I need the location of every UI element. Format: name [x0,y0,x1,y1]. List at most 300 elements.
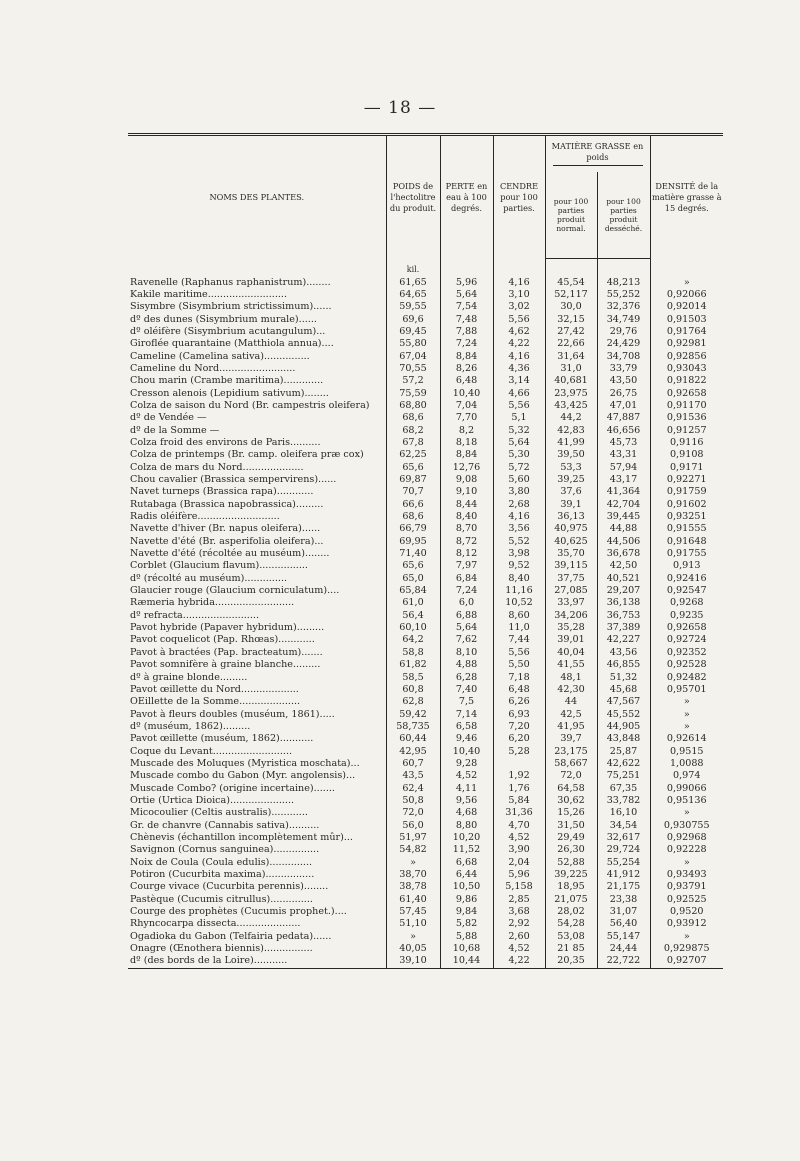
hectolitre-weight-cell: 69,87 [386,474,440,486]
density-cell: 0,92547 [650,585,723,597]
header-fat-divider [553,165,643,166]
table-row [128,894,723,906]
hectolitre-weight-cell: 57,45 [386,906,440,918]
hectolitre-weight-cell: 50,8 [386,795,440,807]
density-cell: 0,93043 [650,363,723,375]
table-row [128,881,723,893]
water-loss-cell: 8,44 [440,499,493,511]
fat-dried-cell: 42,704 [597,499,650,511]
table-row [128,869,723,881]
water-loss-cell: 10,20 [440,832,493,844]
fat-normal-cell: 45,54 [545,277,597,289]
plant-name-cell: dº de la Somme — [130,424,220,436]
ash-cell: 6,26 [493,696,545,708]
fat-dried-cell: 16,10 [597,807,650,819]
fat-dried-cell: 42,622 [597,758,650,770]
plant-name-cell: dº (récolté au muséum).............. [130,572,288,584]
water-loss-cell: 9,28 [440,758,493,770]
fat-normal-cell: 31,0 [545,363,597,375]
fat-dried-cell: 47,01 [597,400,650,412]
density-cell: 0,92981 [650,338,723,350]
plant-name-cell: Sisymbre (Sisymbrium strictissimum)...... [130,301,332,313]
fat-normal-cell: 35,70 [545,548,597,560]
table-row [128,783,723,795]
water-loss-cell: 8,18 [440,437,493,449]
fat-normal-cell: 20,35 [545,955,597,968]
fat-normal-cell: 64,58 [545,783,597,795]
density-cell: 0,91536 [650,412,723,424]
header-plant-names: NOMS DES PLANTES. [128,135,386,259]
ash-cell: 5,72 [493,462,545,474]
ash-cell: 6,20 [493,733,545,745]
ash-cell: 4,16 [493,277,545,289]
fat-dried-cell: 39,445 [597,511,650,523]
table-row [128,437,723,449]
water-loss-cell: 10,40 [440,746,493,758]
fat-dried-cell: 55,254 [597,857,650,869]
plant-name-cell: Colza de printemps (Br. camp. oleifera præ cox) [130,449,364,461]
water-loss-cell: 7,40 [440,684,493,696]
fat-normal-cell: 39,50 [545,449,597,461]
table-row [128,943,723,955]
ash-cell: 2,04 [493,857,545,869]
water-loss-cell: 7,24 [440,338,493,350]
table-row [128,844,723,856]
fat-dried-cell: 75,251 [597,770,650,782]
plant-name-cell: Ræmeria hybrida.......................... [130,597,295,609]
hectolitre-weight-cell: 62,25 [386,449,440,461]
density-cell: 0,92482 [650,672,723,684]
fat-dried-cell: 36,678 [597,548,650,560]
header-fat-content [545,135,650,173]
table-row [128,363,723,375]
ash-cell: 5,64 [493,437,545,449]
density-cell: 0,9116 [650,437,723,449]
table-row [128,758,723,770]
density-cell: 0,99066 [650,783,723,795]
hectolitre-weight-cell: 65,84 [386,585,440,597]
plant-name-cell: Colza de saison du Nord (Br. campestris oleifera) [130,399,370,411]
hectolitre-weight-cell: 51,97 [386,832,440,844]
density-cell: 0,9171 [650,462,723,474]
fat-dried-cell: 45,73 [597,437,650,449]
water-loss-cell: 9,46 [440,733,493,745]
table-row [128,696,723,708]
plant-name-cell: dº (muséum, 1862)......... [130,720,251,732]
ash-cell: 2,60 [493,931,545,943]
water-loss-cell: 8,80 [440,820,493,832]
hectolitre-weight-cell: 38,70 [386,869,440,881]
hectolitre-weight-cell: 43,5 [386,770,440,782]
plant-name-cell: OEillette de la Somme.................... [130,696,301,708]
hectolitre-weight-cell: 64,2 [386,634,440,646]
header-density: DENSITÉ de la matière grasse à 15 degrés. [650,135,723,259]
fat-normal-cell: 39,01 [545,634,597,646]
hectolitre-weight-cell: 51,10 [386,918,440,930]
plant-name-cell: Colza froid des environs de Paris.......... [130,436,321,448]
ash-cell: 5,158 [493,881,545,893]
fat-dried-cell: 47,567 [597,696,650,708]
plant-name-cell: dº à graine blonde......... [130,671,248,683]
hectolitre-weight-cell: 67,8 [386,437,440,449]
density-cell: 0,92724 [650,634,723,646]
hectolitre-weight-cell: 60,7 [386,758,440,770]
fat-dried-cell: 22,722 [597,955,650,968]
fat-dried-cell: 42,50 [597,560,650,572]
density-cell: 0,93912 [650,918,723,930]
hectolitre-weight-cell: 70,7 [386,486,440,498]
water-loss-cell: 9,08 [440,474,493,486]
plant-name-cell: Corblet (Glaucium flavum)................ [130,560,308,572]
water-loss-cell: 6,84 [440,573,493,585]
hectolitre-weight-cell: 60,8 [386,684,440,696]
table-row [128,523,723,535]
plant-name-cell: dº des dunes (Sisymbrium murale)...... [130,313,317,325]
density-cell: 0,91170 [650,400,723,412]
water-loss-cell: 6,0 [440,597,493,609]
density-cell: 0,974 [650,770,723,782]
fat-dried-cell: 32,376 [597,301,650,313]
fat-normal-cell: 30,62 [545,795,597,807]
table-row [128,931,723,943]
page-number: — 18 — [363,98,437,118]
fat-dried-cell: 33,79 [597,363,650,375]
density-cell: 0,91755 [650,548,723,560]
ash-cell: 2,85 [493,894,545,906]
density-cell: 0,9108 [650,449,723,461]
hectolitre-weight-cell: 64,65 [386,289,440,301]
fat-dried-cell: 23,38 [597,894,650,906]
water-loss-cell: 7,48 [440,314,493,326]
hectolitre-weight-cell: 65,6 [386,462,440,474]
hectolitre-weight-cell: 40,05 [386,943,440,955]
ash-cell: 7,18 [493,672,545,684]
ash-cell: 8,40 [493,573,545,585]
density-cell: 0,92707 [650,955,723,968]
ash-cell: 5,50 [493,659,545,671]
water-loss-cell: 7,70 [440,412,493,424]
water-loss-cell: 10,50 [440,881,493,893]
fat-normal-cell: 39,25 [545,474,597,486]
fat-normal-cell: 35,28 [545,622,597,634]
ash-cell: 4,52 [493,832,545,844]
ash-cell: 4,16 [493,511,545,523]
table-row [128,647,723,659]
plant-name-cell: Cameline (Camelina sativa)............... [130,350,310,362]
table-row [128,449,723,461]
hectolitre-weight-cell: 54,82 [386,844,440,856]
water-loss-cell: 7,97 [440,560,493,572]
density-cell: 0,92528 [650,659,723,671]
water-loss-cell: 7,14 [440,709,493,721]
plant-name-cell: Colza de mars du Nord.................... [130,461,304,473]
plant-name-cell: Cresson alenois (Lepidium sativum)........ [130,387,329,399]
fat-dried-cell: 46,855 [597,659,650,671]
oil-plants-table [128,133,723,969]
density-cell: » [650,709,723,721]
plant-name-cell: Potiron (Cucurbita maxima)................ [130,869,315,880]
hectolitre-weight-cell: 61,40 [386,894,440,906]
hectolitre-weight-cell: 62,4 [386,783,440,795]
fat-dried-cell: 45,68 [597,684,650,696]
water-loss-cell: 6,28 [440,672,493,684]
ash-cell: 1,92 [493,770,545,782]
water-loss-cell: 4,88 [440,659,493,671]
fat-normal-cell: 40,625 [545,536,597,548]
table-row [128,770,723,782]
fat-normal-cell: 54,28 [545,918,597,930]
water-loss-cell: 8,2 [440,425,493,437]
fat-dried-cell: 37,389 [597,622,650,634]
table-row [128,536,723,548]
fat-dried-cell: 43,56 [597,647,650,659]
table-row [128,820,723,832]
table-row [128,499,723,511]
hectolitre-weight-cell: 60,44 [386,733,440,745]
fat-dried-cell: 67,35 [597,783,650,795]
ash-cell: 4,70 [493,820,545,832]
table-row [128,832,723,844]
fat-dried-cell: 34,749 [597,314,650,326]
table-row [128,548,723,560]
fat-normal-cell: 42,30 [545,684,597,696]
table-row [128,672,723,684]
fat-dried-cell: 32,617 [597,832,650,844]
plant-name-cell: Micocoulier (Celtis australis)............ [130,807,308,819]
hectolitre-weight-cell: 70,55 [386,363,440,375]
hectolitre-weight-cell: 71,40 [386,548,440,560]
ash-cell: 5,1 [493,412,545,424]
fat-dried-cell: 36,138 [597,597,650,609]
fat-dried-cell: 45,552 [597,709,650,721]
fat-normal-cell: 21,075 [545,894,597,906]
fat-normal-cell: 23,975 [545,388,597,400]
density-cell: 0,930755 [650,820,723,832]
ash-cell: 31,36 [493,807,545,819]
water-loss-cell: 11,52 [440,844,493,856]
ash-cell: 7,44 [493,634,545,646]
hectolitre-weight-cell: 68,2 [386,425,440,437]
fat-normal-cell: 72,0 [545,770,597,782]
table-row [128,795,723,807]
hectolitre-weight-cell: 61,65 [386,277,440,289]
table-row [128,388,723,400]
ash-cell: 4,22 [493,338,545,350]
ash-cell: 11,16 [493,585,545,597]
density-cell: » [650,931,723,943]
water-loss-cell: 10,40 [440,388,493,400]
fat-dried-cell: 55,252 [597,289,650,301]
density-cell: 1,0088 [650,758,723,770]
water-loss-cell: 10,44 [440,955,493,968]
ash-cell: 3,90 [493,844,545,856]
hectolitre-weight-cell: 61,82 [386,659,440,671]
density-cell: 0,92856 [650,351,723,363]
fat-dried-cell: 44,905 [597,721,650,733]
ash-cell: 3,80 [493,486,545,498]
ash-cell: 7,20 [493,721,545,733]
table-row [128,573,723,585]
ash-cell: 5,84 [493,795,545,807]
fat-normal-cell: 42,5 [545,709,597,721]
ash-cell: 1,76 [493,783,545,795]
hectolitre-weight-cell: 58,735 [386,721,440,733]
header-fat-dried: pour 100 parties produit desséché. [597,172,650,258]
table-row [128,857,723,869]
water-loss-cell: 8,12 [440,548,493,560]
plant-name-cell: Kakile maritime.......................... [130,288,288,300]
plant-name-cell: Courge des prophètes (Cucumis prophet.).... [130,906,347,918]
density-cell: 0,92066 [650,289,723,301]
table-row [128,326,723,338]
density-cell: 0,91764 [650,326,723,338]
plant-name-cell: Cameline du Nord......................... [130,362,296,374]
table-row [128,955,723,968]
water-loss-cell: 7,88 [440,326,493,338]
fat-dried-cell: 42,227 [597,634,650,646]
density-cell: 0,92658 [650,622,723,634]
ash-cell: 5,56 [493,400,545,412]
ash-cell: 5,52 [493,536,545,548]
hectolitre-weight-cell: 65,6 [386,560,440,572]
hectolitre-weight-cell: 61,0 [386,597,440,609]
fat-normal-cell: 28,02 [545,906,597,918]
table-row [128,462,723,474]
density-cell: 0,93493 [650,869,723,881]
hectolitre-weight-cell: 42,95 [386,746,440,758]
fat-dried-cell: 21,175 [597,881,650,893]
ash-cell: 5,56 [493,314,545,326]
table-row [128,474,723,486]
fat-normal-cell: 42,83 [545,425,597,437]
table-row [128,412,723,424]
table-row [128,585,723,597]
fat-dried-cell: 43,50 [597,375,650,387]
ash-cell: 6,93 [493,709,545,721]
hectolitre-weight-cell: 62,8 [386,696,440,708]
ash-cell: 5,60 [493,474,545,486]
plant-name-cell: Pavot œillette (muséum, 1862)........... [130,733,314,745]
fat-dried-cell: 44,88 [597,523,650,535]
ash-cell: 3,68 [493,906,545,918]
ash-cell: 2,92 [493,918,545,930]
table-row [128,511,723,523]
fat-normal-cell: 44,2 [545,412,597,424]
water-loss-cell: 8,10 [440,647,493,659]
table-row [128,277,723,289]
water-loss-cell: 7,24 [440,585,493,597]
ash-cell: 9,52 [493,560,545,572]
density-cell: » [650,721,723,733]
table-row [128,289,723,301]
table-row [128,634,723,646]
fat-normal-cell: 23,175 [545,746,597,758]
plant-name-cell: Rutabaga (Brassica napobrassica)......... [130,498,324,510]
fat-dried-cell: 57,94 [597,462,650,474]
table-row [128,622,723,634]
ash-cell: 4,62 [493,326,545,338]
hectolitre-weight-cell: 57,2 [386,375,440,387]
water-loss-cell: 8,72 [440,536,493,548]
ash-cell: 11,0 [493,622,545,634]
hectolitre-weight-cell: 38,78 [386,881,440,893]
fat-dried-cell: 43,848 [597,733,650,745]
table-row [128,351,723,363]
water-loss-cell: 9,56 [440,795,493,807]
density-cell: 0,9268 [650,597,723,609]
water-loss-cell: 9,84 [440,906,493,918]
fat-normal-cell: 31,50 [545,820,597,832]
water-loss-cell: 6,88 [440,610,493,622]
fat-normal-cell: 40,681 [545,375,597,387]
water-loss-cell: 6,44 [440,869,493,881]
ash-cell: 5,30 [493,449,545,461]
header-fat-normal: pour 100 parties produit normal. [545,172,597,258]
density-cell: » [650,696,723,708]
table-row [128,610,723,622]
fat-normal-cell: 58,667 [545,758,597,770]
fat-normal-cell: 39,115 [545,560,597,572]
density-cell: 0,91555 [650,523,723,535]
density-cell: » [650,807,723,819]
water-loss-cell: 8,40 [440,511,493,523]
water-loss-cell: 5,88 [440,931,493,943]
fat-normal-cell: 40,975 [545,523,597,535]
density-cell: 0,95701 [650,684,723,696]
fat-normal-cell: 39,1 [545,499,597,511]
fat-normal-cell: 39,225 [545,869,597,881]
water-loss-cell: 9,86 [440,894,493,906]
ash-cell: 4,66 [493,388,545,400]
fat-normal-cell: 34,206 [545,610,597,622]
plant-name-cell: Pavot coquelicot (Pap. Rhœas)............ [130,634,315,646]
table-row [128,733,723,745]
plant-name-cell: Pastèque (Cucumis citrullus).............. [130,893,313,905]
plant-name-cell: Navet turneps (Brassica rapa)............ [130,486,314,498]
fat-dried-cell: 36,753 [597,610,650,622]
fat-normal-cell: 32,15 [545,314,597,326]
water-loss-cell: 10,68 [440,943,493,955]
hectolitre-weight-cell: 58,5 [386,672,440,684]
hectolitre-weight-cell: 56,4 [386,610,440,622]
hectolitre-weight-cell: » [386,931,440,943]
hectolitre-weight-cell: 68,6 [386,412,440,424]
density-cell: » [650,277,723,289]
plant-name-cell: Chou marin (Crambe maritima)............. [130,375,324,387]
water-loss-cell: 7,54 [440,301,493,313]
density-cell: 0,92228 [650,844,723,856]
hectolitre-weight-cell: 55,80 [386,338,440,350]
table-row [128,375,723,387]
fat-normal-cell: 37,75 [545,573,597,585]
plant-name-cell: Giroflée quarantaine (Matthiola annua).... [130,338,334,350]
density-cell: 0,92525 [650,894,723,906]
plant-name-cell: Ogadioka du Gabon (Telfairia pedata)...... [130,930,332,942]
density-cell: 0,913 [650,560,723,572]
plant-name-cell: Chou cavalier (Brassica sempervirens)...... [130,474,337,485]
fat-normal-cell: 33,97 [545,597,597,609]
fat-normal-cell: 52,88 [545,857,597,869]
water-loss-cell: 4,52 [440,770,493,782]
fat-dried-cell: 55,147 [597,931,650,943]
hectolitre-weight-cell: 65,0 [386,573,440,585]
fat-normal-cell: 43,425 [545,400,597,412]
fat-normal-cell: 21 85 [545,943,597,955]
density-cell: 0,92614 [650,733,723,745]
ash-cell: 4,22 [493,955,545,968]
density-cell: 0,92352 [650,647,723,659]
fat-dried-cell: 34,54 [597,820,650,832]
